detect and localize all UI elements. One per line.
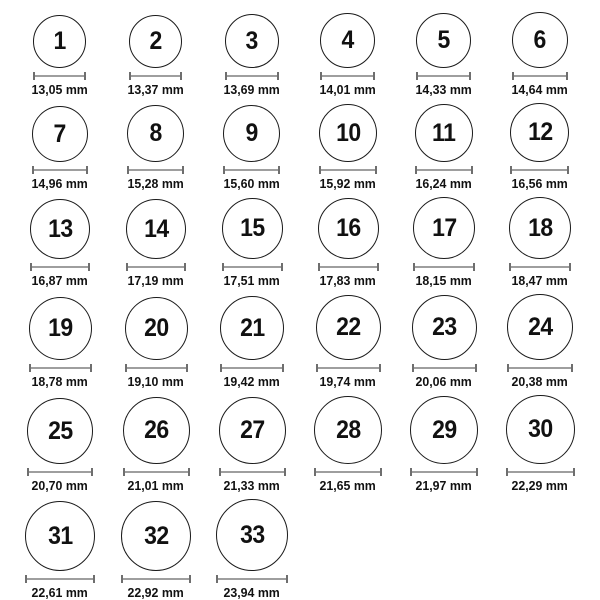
diameter-dimension-line xyxy=(509,263,571,271)
diameter-label: 18,47 mm xyxy=(511,273,569,288)
ring-size-item xyxy=(414,13,473,97)
diameter-dimension-line xyxy=(29,364,92,372)
ring-size-number: 20 xyxy=(143,314,169,342)
diameter-label: 14,96 mm xyxy=(31,176,89,191)
ring-circle xyxy=(125,297,188,360)
ring-size-item xyxy=(506,395,575,493)
diameter-label: 17,51 mm xyxy=(223,273,281,288)
ring-size-item xyxy=(510,12,569,97)
ring-size-item xyxy=(414,104,473,191)
ring-circle xyxy=(316,295,381,360)
diameter-label: 21,65 mm xyxy=(319,478,377,493)
diameter-dimension-line xyxy=(121,575,191,583)
diameter-label: 19,42 mm xyxy=(223,374,281,389)
ring-circle xyxy=(412,295,477,360)
diameter-label: 15,28 mm xyxy=(127,176,185,191)
diameter-dimension-line xyxy=(33,72,86,80)
diameter-dimension-line xyxy=(125,364,188,372)
ring-circle xyxy=(320,13,375,68)
diameter-label: 20,70 mm xyxy=(31,478,89,493)
diameter-label: 23,94 mm xyxy=(223,585,281,600)
chart-row xyxy=(12,12,588,97)
ring-size-item xyxy=(30,106,89,191)
ring-size-item xyxy=(25,501,95,600)
diameter-dimension-line xyxy=(126,263,186,271)
diameter-label: 21,33 mm xyxy=(223,478,281,493)
diameter-dimension-line xyxy=(314,468,382,476)
diameter-dimension-line xyxy=(222,263,283,271)
ring-size-number: 23 xyxy=(431,313,457,341)
ring-size-number: 32 xyxy=(143,521,169,550)
diameter-dimension-line xyxy=(25,575,95,583)
ring-size-item xyxy=(507,294,573,389)
ring-circle xyxy=(25,501,95,571)
ring-circle xyxy=(216,499,288,571)
diameter-label: 17,83 mm xyxy=(319,273,377,288)
diameter-label: 14,64 mm xyxy=(511,82,569,97)
ring-size-item xyxy=(410,396,478,493)
ring-size-number: 16 xyxy=(335,214,361,242)
diameter-dimension-line xyxy=(219,468,286,476)
diameter-label: 21,97 mm xyxy=(415,478,473,493)
ring-circle xyxy=(512,12,568,68)
ring-size-number: 25 xyxy=(47,416,73,445)
diameter-label: 13,69 mm xyxy=(223,82,281,97)
ring-circle xyxy=(32,106,88,162)
ring-size-number: 28 xyxy=(335,415,361,444)
ring-size-number: 13 xyxy=(47,214,73,243)
chart-row xyxy=(12,499,588,600)
ring-size-item xyxy=(222,198,283,288)
ring-size-number: 19 xyxy=(47,314,73,342)
diameter-dimension-line xyxy=(316,364,381,372)
diameter-label: 13,37 mm xyxy=(127,82,185,97)
ring-size-item xyxy=(510,103,569,191)
diameter-label: 19,10 mm xyxy=(127,374,185,389)
ring-size-item xyxy=(126,199,186,288)
ring-size-number: 4 xyxy=(341,26,355,54)
ring-size-number: 10 xyxy=(335,118,361,147)
diameter-label: 20,06 mm xyxy=(415,374,473,389)
ring-size-item xyxy=(29,297,92,389)
ring-size-number: 18 xyxy=(527,213,553,242)
ring-circle xyxy=(126,199,186,259)
diameter-label: 15,60 mm xyxy=(223,176,281,191)
ring-size-number: 15 xyxy=(239,214,265,242)
ring-size-number: 30 xyxy=(527,415,553,443)
ring-size-item xyxy=(27,398,93,493)
diameter-label: 22,61 mm xyxy=(31,585,89,600)
diameter-label: 16,87 mm xyxy=(31,273,89,288)
chart-row xyxy=(12,294,588,389)
ring-size-item xyxy=(222,105,281,191)
ring-circle xyxy=(33,15,86,68)
ring-size-number: 6 xyxy=(533,25,547,54)
diameter-label: 14,33 mm xyxy=(415,82,473,97)
diameter-label: 13,05 mm xyxy=(31,82,89,97)
ring-size-item xyxy=(125,297,188,389)
diameter-label: 14,01 mm xyxy=(319,82,377,97)
diameter-dimension-line xyxy=(412,364,477,372)
ring-circle xyxy=(415,104,473,162)
ring-circle xyxy=(223,105,280,162)
diameter-dimension-line xyxy=(225,72,279,80)
diameter-label: 21,01 mm xyxy=(127,478,185,493)
ring-size-item xyxy=(318,13,377,97)
diameter-dimension-line xyxy=(220,364,284,372)
ring-size-number: 12 xyxy=(527,118,553,146)
diameter-dimension-line xyxy=(27,468,93,476)
diameter-label: 22,92 mm xyxy=(127,585,185,600)
chart-row xyxy=(12,103,588,191)
diameter-dimension-line xyxy=(413,263,475,271)
ring-circle xyxy=(416,13,471,68)
ring-size-item xyxy=(219,397,286,493)
ring-size-number: 9 xyxy=(245,119,259,147)
diameter-dimension-line xyxy=(32,166,88,174)
ring-size-item xyxy=(413,197,475,288)
diameter-label: 15,92 mm xyxy=(319,176,377,191)
diameter-dimension-line xyxy=(415,166,473,174)
ring-circle xyxy=(314,396,382,464)
ring-size-number: 21 xyxy=(239,313,265,342)
ring-circle xyxy=(507,294,573,360)
ring-size-number: 1 xyxy=(53,27,67,55)
diameter-dimension-line xyxy=(507,364,573,372)
ring-size-item xyxy=(216,499,288,600)
diameter-dimension-line xyxy=(320,72,375,80)
diameter-dimension-line xyxy=(410,468,478,476)
chart-row xyxy=(12,395,588,493)
ring-size-number: 24 xyxy=(527,312,553,341)
diameter-label: 22,29 mm xyxy=(511,478,569,493)
ring-size-number: 22 xyxy=(335,313,361,341)
ring-size-number: 26 xyxy=(143,416,169,444)
diameter-label: 17,19 mm xyxy=(127,273,185,288)
ring-size-number: 11 xyxy=(432,118,456,147)
diameter-dimension-line xyxy=(127,166,184,174)
ring-size-number: 3 xyxy=(245,26,259,55)
ring-size-item xyxy=(30,199,90,288)
ring-size-number: 33 xyxy=(239,520,265,549)
ring-size-item xyxy=(220,296,284,389)
diameter-dimension-line xyxy=(318,263,379,271)
ring-size-number: 14 xyxy=(143,214,169,243)
ring-circle xyxy=(127,105,184,162)
ring-size-number: 29 xyxy=(431,415,457,444)
ring-circle xyxy=(123,397,190,464)
ring-circle xyxy=(225,14,279,68)
ring-circle xyxy=(30,199,90,259)
diameter-dimension-line xyxy=(510,166,569,174)
ring-size-number: 31 xyxy=(47,521,73,550)
ring-size-item xyxy=(318,104,377,191)
ring-size-item xyxy=(314,396,382,493)
ring-size-item xyxy=(126,105,185,191)
ring-circle xyxy=(413,197,475,259)
diameter-label: 18,15 mm xyxy=(415,273,473,288)
ring-size-number: 8 xyxy=(149,119,163,147)
diameter-dimension-line xyxy=(123,468,190,476)
diameter-label: 18,78 mm xyxy=(31,374,89,389)
diameter-label: 16,56 mm xyxy=(511,176,569,191)
ring-size-number: 2 xyxy=(149,27,163,55)
ring-size-item xyxy=(316,295,381,389)
ring-circle xyxy=(129,15,182,68)
ring-circle xyxy=(410,396,478,464)
ring-circle xyxy=(219,397,286,464)
diameter-dimension-line xyxy=(30,263,90,271)
chart-row xyxy=(12,197,588,288)
ring-circle xyxy=(121,501,191,571)
diameter-label: 20,38 mm xyxy=(511,374,569,389)
ring-circle xyxy=(319,104,377,162)
ring-size-item xyxy=(126,15,185,97)
ring-size-item xyxy=(30,15,89,97)
diameter-dimension-line xyxy=(216,575,288,583)
diameter-dimension-line xyxy=(319,166,377,174)
ring-size-item xyxy=(509,197,571,288)
ring-size-item xyxy=(222,14,281,97)
ring-circle xyxy=(222,198,283,259)
ring-size-number: 17 xyxy=(431,213,457,242)
diameter-dimension-line xyxy=(416,72,471,80)
diameter-label: 19,74 mm xyxy=(319,374,377,389)
ring-circle xyxy=(29,297,92,360)
ring-circle xyxy=(510,103,569,162)
diameter-label: 16,24 mm xyxy=(415,176,473,191)
diameter-dimension-line xyxy=(512,72,568,80)
ring-size-number: 27 xyxy=(239,416,265,444)
diameter-dimension-line xyxy=(223,166,280,174)
ring-size-item xyxy=(123,397,190,493)
ring-size-item xyxy=(412,295,477,389)
diameter-dimension-line xyxy=(506,468,575,476)
ring-circle xyxy=(220,296,284,360)
ring-circle xyxy=(506,395,575,464)
ring-size-item xyxy=(121,501,191,600)
ring-size-number: 7 xyxy=(53,119,67,148)
ring-circle xyxy=(509,197,571,259)
ring-size-item xyxy=(318,198,379,288)
ring-size-number: 5 xyxy=(437,26,451,54)
ring-circle xyxy=(318,198,379,259)
diameter-dimension-line xyxy=(129,72,182,80)
ring-circle xyxy=(27,398,93,464)
